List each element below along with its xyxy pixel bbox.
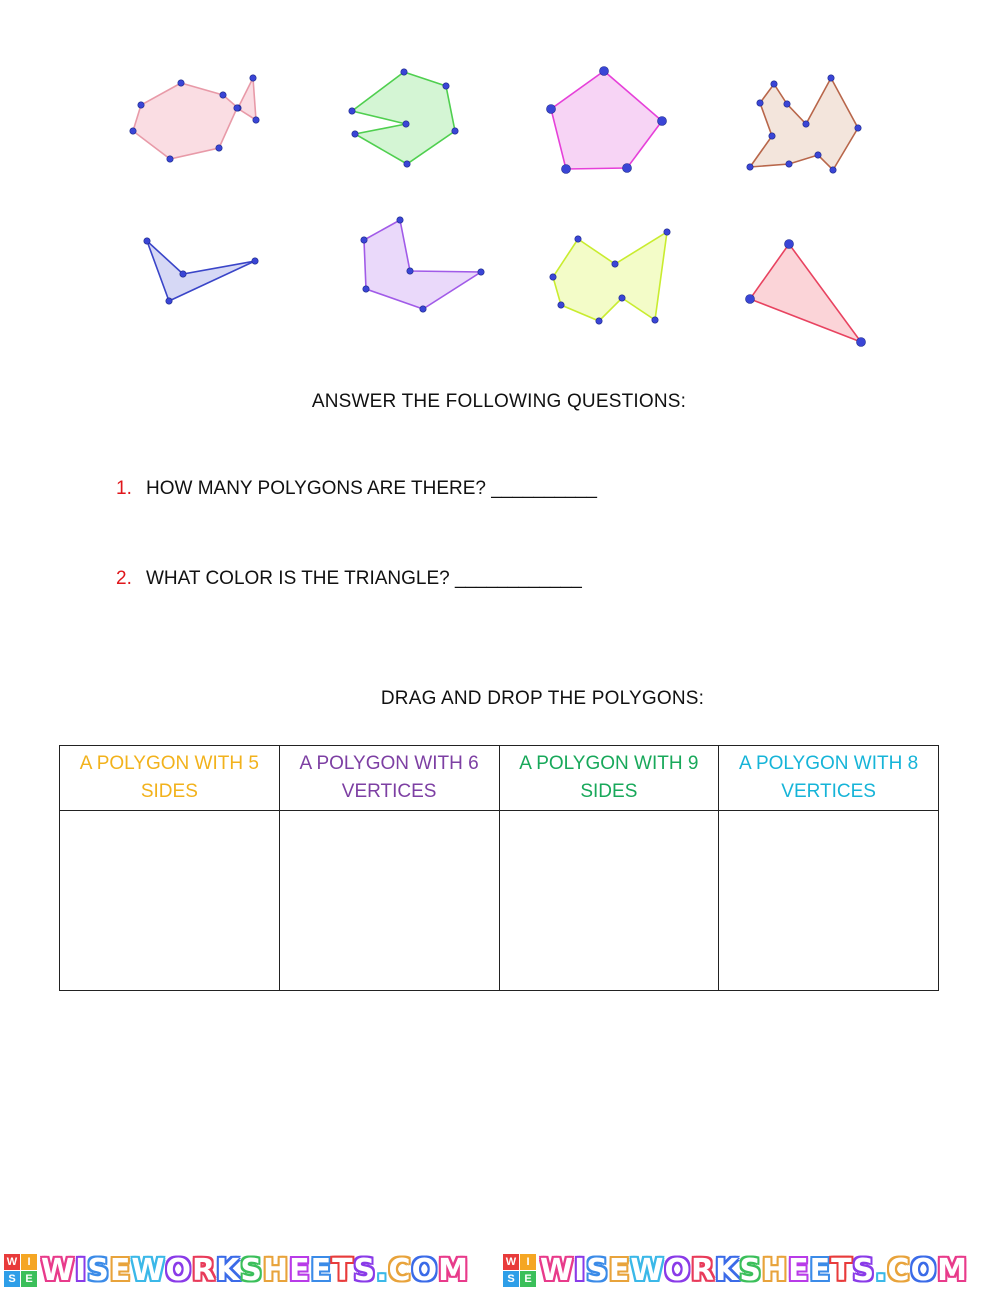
vertex-dot xyxy=(562,165,571,174)
vertex-dot xyxy=(178,80,184,86)
vertex-dot xyxy=(234,105,240,111)
polygon-gallery xyxy=(0,0,1000,360)
brand-letter: K xyxy=(216,1252,241,1288)
vertex-dot xyxy=(220,92,226,98)
brand-letter: T xyxy=(332,1252,354,1288)
column-header-5-sides: A POLYGON WITH 5 SIDES xyxy=(60,746,280,811)
brand-text xyxy=(41,1253,469,1288)
brand-letter: . xyxy=(875,1252,888,1288)
vertex-dot xyxy=(784,101,790,107)
logo-tile-icon xyxy=(503,1254,536,1287)
vertex-dot xyxy=(478,269,484,275)
brand-letter: I xyxy=(75,1252,88,1288)
brand-letter: S xyxy=(852,1252,876,1288)
vertex-dot xyxy=(558,302,564,308)
vertex-dot xyxy=(349,108,355,114)
brand-letter: I xyxy=(574,1252,587,1288)
brand-letter: M xyxy=(937,1252,968,1288)
question-text: HOW MANY POLYGONS ARE THERE? __________ xyxy=(146,478,597,499)
brand-letter: R xyxy=(191,1252,217,1288)
brand-letter: . xyxy=(376,1252,389,1288)
logo-tile: S xyxy=(4,1271,20,1287)
vertex-dot xyxy=(757,100,763,106)
vertex-dot xyxy=(180,271,186,277)
brand-letter: E xyxy=(608,1252,631,1288)
logo-tile-icon xyxy=(4,1254,37,1287)
brand-logo xyxy=(503,1254,968,1286)
vertex-dot xyxy=(786,161,792,167)
vertex-dot xyxy=(652,317,658,323)
brand-letter: O xyxy=(165,1252,192,1288)
brand-letter: S xyxy=(87,1252,110,1288)
brand-letter: C xyxy=(388,1252,412,1288)
vertex-dot xyxy=(747,164,753,170)
vertex-dot xyxy=(352,131,358,137)
vertex-dot xyxy=(452,128,458,134)
vertex-dot xyxy=(252,258,258,264)
polygon-shape-2[interactable] xyxy=(352,72,455,164)
brand-letter: C xyxy=(887,1252,911,1288)
vertex-dot xyxy=(746,295,755,304)
vertex-dot xyxy=(547,105,556,114)
vertex-dot xyxy=(828,75,834,81)
question-text: WHAT COLOR IS THE TRIANGLE? ____________ xyxy=(146,568,582,589)
brand-letter: E xyxy=(310,1252,333,1288)
vertex-dot xyxy=(575,236,581,242)
drag-drop-heading: DRAG AND DROP THE POLYGONS: xyxy=(380,688,705,709)
polygon-shape-8[interactable] xyxy=(750,244,861,342)
brand-letter: E xyxy=(109,1252,132,1288)
vertex-dot xyxy=(550,274,556,280)
logo-tile: W xyxy=(4,1254,20,1270)
vertex-dot xyxy=(401,69,407,75)
drop-zone-6-vertices[interactable] xyxy=(279,811,499,991)
brand-letter: O xyxy=(411,1252,439,1288)
vertex-dot xyxy=(130,128,136,134)
brand-letter: O xyxy=(664,1252,691,1288)
vertex-dot xyxy=(166,298,172,304)
logo-tile: W xyxy=(503,1254,519,1270)
column-header-6-vertices: A POLYGON WITH 6 VERTICES xyxy=(279,746,499,811)
brand-letter: K xyxy=(715,1252,740,1288)
vertex-dot xyxy=(857,338,866,347)
logo-tile: E xyxy=(21,1271,37,1287)
drop-zone-8-vertices[interactable] xyxy=(719,811,939,991)
vertex-dot xyxy=(658,117,667,126)
polygon-shape-1[interactable] xyxy=(133,78,256,159)
questions-heading: ANSWER THE FOLLOWING QUESTIONS: xyxy=(311,391,687,412)
vertex-dot xyxy=(167,156,173,162)
vertex-dot xyxy=(404,161,410,167)
footer-branding xyxy=(0,1250,1000,1291)
vertex-dot xyxy=(771,81,777,87)
question-number: 2. xyxy=(116,568,132,589)
brand-letter: W xyxy=(630,1252,665,1288)
vertex-dot xyxy=(830,167,836,173)
question-number: 1. xyxy=(116,478,132,499)
brand-letter: T xyxy=(831,1252,853,1288)
vertex-dot xyxy=(612,261,618,267)
vertex-dot xyxy=(253,117,259,123)
logo-tile: I xyxy=(21,1254,37,1270)
vertex-dot xyxy=(596,318,602,324)
brand-letter: W xyxy=(131,1252,166,1288)
vertex-dot xyxy=(664,229,670,235)
vertex-dot xyxy=(420,306,426,312)
polygon-shape-6[interactable] xyxy=(364,220,481,309)
vertex-dot xyxy=(815,152,821,158)
brand-logo xyxy=(4,1254,469,1286)
vertex-dot xyxy=(769,133,775,139)
logo-tile: I xyxy=(520,1254,536,1270)
brand-letter: S xyxy=(353,1252,377,1288)
vertex-dot xyxy=(363,286,369,292)
brand-letter: E xyxy=(788,1252,810,1288)
vertex-dot xyxy=(785,240,794,249)
vertex-dot xyxy=(361,237,367,243)
brand-letter: S xyxy=(586,1252,609,1288)
vertex-dot xyxy=(397,217,403,223)
vertex-dot xyxy=(216,145,222,151)
vertex-dot xyxy=(600,67,609,76)
brand-letter: H xyxy=(262,1252,290,1288)
vertex-dot xyxy=(403,121,409,127)
drop-zone-5-sides[interactable] xyxy=(60,811,280,991)
question-1 xyxy=(116,478,597,500)
brand-letter: O xyxy=(910,1252,938,1288)
logo-tile: S xyxy=(503,1271,519,1287)
polygon-shape-5[interactable] xyxy=(147,241,255,301)
brand-letter: M xyxy=(438,1252,469,1288)
vertex-dot xyxy=(619,295,625,301)
drop-zone-9-sides[interactable] xyxy=(499,811,719,991)
vertex-dot xyxy=(138,102,144,108)
polygon-shape-3[interactable] xyxy=(551,71,662,169)
column-header-9-sides: A POLYGON WITH 9 SIDES xyxy=(499,746,719,811)
question-2 xyxy=(116,568,582,590)
logo-tile: E xyxy=(520,1271,536,1287)
brand-letter: W xyxy=(41,1252,76,1288)
brand-letter: S xyxy=(240,1252,263,1288)
polygon-shape-7[interactable] xyxy=(553,232,667,321)
column-header-8-vertices: A POLYGON WITH 8 VERTICES xyxy=(719,746,939,811)
brand-text xyxy=(540,1253,968,1288)
brand-letter: W xyxy=(540,1252,575,1288)
brand-letter: R xyxy=(690,1252,716,1288)
brand-letter: E xyxy=(809,1252,832,1288)
vertex-dot xyxy=(803,121,809,127)
vertex-dot xyxy=(144,238,150,244)
brand-letter: H xyxy=(761,1252,789,1288)
brand-letter: E xyxy=(289,1252,311,1288)
vertex-dot xyxy=(443,83,449,89)
vertex-dot xyxy=(407,268,413,274)
brand-letter: S xyxy=(739,1252,762,1288)
vertex-dot xyxy=(623,164,632,173)
vertex-dot xyxy=(250,75,256,81)
drop-table xyxy=(59,745,939,991)
vertex-dot xyxy=(855,125,861,131)
